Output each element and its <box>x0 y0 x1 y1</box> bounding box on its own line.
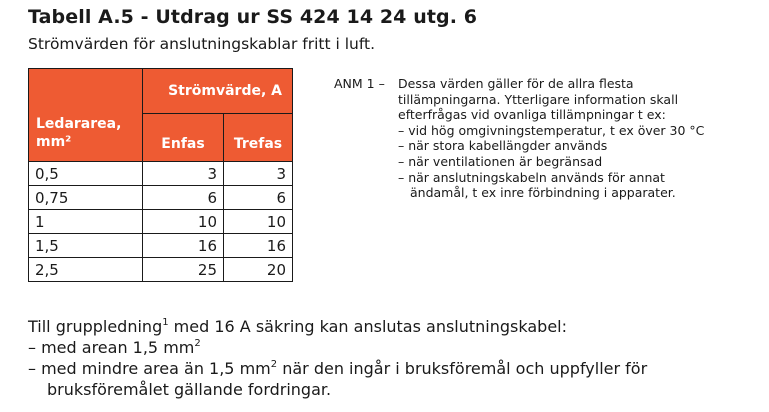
cell-trefas: 16 <box>224 234 293 258</box>
cell-enfas: 3 <box>143 162 224 186</box>
footer-line <box>28 316 647 337</box>
note-list-item: – när anslutningskabeln används för annat <box>398 169 665 185</box>
cell-enfas: 10 <box>143 210 224 234</box>
cell-area: 1,5 <box>29 234 143 258</box>
header-single-phase: Enfas <box>143 114 224 162</box>
superscript: 2 <box>270 359 278 370</box>
cell-enfas: 6 <box>143 186 224 210</box>
footer-text-part: – med arean 1,5 mm <box>28 338 195 357</box>
note-line: Dessa värden gäller för de allra flesta <box>398 76 634 91</box>
footer-line: bruksföremålet gällande fordringar. <box>47 380 332 399</box>
table-row <box>29 210 293 234</box>
note-list-item-continued: ändamål, t ex inre förbindning i apparater. <box>410 185 676 201</box>
cell-area: 0,5 <box>29 162 143 186</box>
footnote-marker: 1 <box>162 317 169 328</box>
superscript: 2 <box>194 338 201 349</box>
header-current-value: Strömvärde, A <box>143 69 293 114</box>
note-line: tillämpningarna. Ytterligare information skall <box>398 91 679 107</box>
cell-area: 0,75 <box>29 186 143 210</box>
header-conductor-area <box>29 69 143 162</box>
cell-area: 1 <box>29 210 143 234</box>
note-body <box>398 76 768 201</box>
cell-trefas: 20 <box>224 258 293 282</box>
table-row <box>29 162 293 186</box>
note-label: ANM 1 – <box>334 76 385 91</box>
cell-trefas: 10 <box>224 210 293 234</box>
note-list-item: – vid hög omgivningstemperatur, t ex över 30 °C <box>398 122 705 138</box>
header-conductor-area-line2: mm² <box>36 133 72 150</box>
table-row <box>29 186 293 210</box>
cell-trefas: 6 <box>224 186 293 210</box>
footer-text-part: med 16 A säkring kan anslutas anslutningskabel: <box>168 317 568 336</box>
cell-area: 2,5 <box>29 258 143 282</box>
note-line: efterfrågas vid ovanliga tillämpningar t ex: <box>398 107 666 123</box>
cell-enfas: 16 <box>143 234 224 258</box>
note-list-item: – när stora kabellängder används <box>398 138 608 154</box>
header-conductor-area-line1: Ledararea, <box>36 116 122 132</box>
footer-text-part: när den ingår i bruksföremål och uppfyller för <box>277 359 648 378</box>
table-title: Tabell A.5 - Utdrag ur SS 424 14 24 utg. 6 <box>28 6 478 28</box>
header-three-phase: Trefas <box>224 114 293 162</box>
footer-line <box>28 358 647 379</box>
table-row <box>29 258 293 282</box>
footer-text-part: – med mindre area än 1,5 mm <box>28 359 271 378</box>
note-list-item: – när ventilationen är begränsad <box>398 153 603 169</box>
footer-line <box>28 337 647 358</box>
table-row <box>29 234 293 258</box>
current-values-table <box>28 68 293 282</box>
footer-text-part: Till gruppledning <box>28 317 163 336</box>
cell-enfas: 25 <box>143 258 224 282</box>
footer-text <box>28 316 647 400</box>
table-subtitle: Strömvärden för anslutningskablar fritt i luft. <box>28 35 376 53</box>
cell-trefas: 3 <box>224 162 293 186</box>
